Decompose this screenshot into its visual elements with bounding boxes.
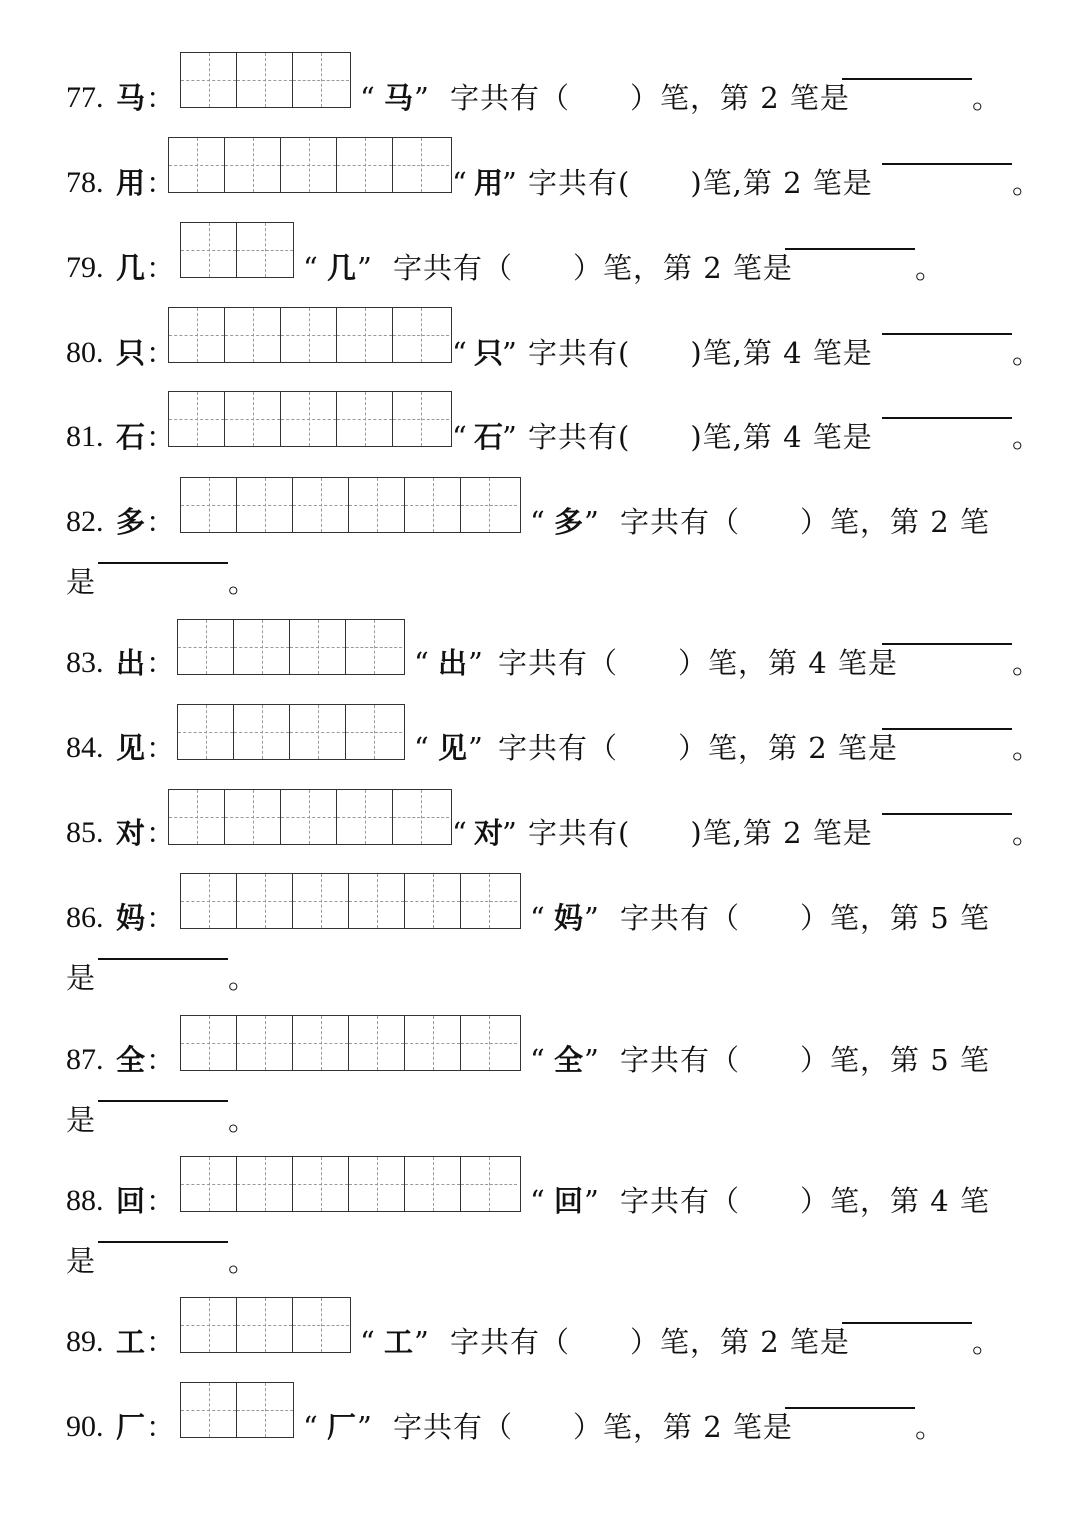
question-text: 字共有（ ）笔，第 2 笔是 <box>393 1410 793 1444</box>
period: 。 <box>1012 336 1042 370</box>
stroke-writing-grid[interactable] <box>180 222 294 278</box>
item-number: 79. <box>66 251 104 284</box>
answer-blank[interactable] <box>882 333 1012 335</box>
grid-cell[interactable] <box>337 790 393 844</box>
answer-blank[interactable] <box>785 1407 915 1409</box>
answer-blank[interactable] <box>98 562 228 564</box>
grid-cell[interactable] <box>393 790 449 844</box>
question-text-continued: 是 <box>66 565 96 599</box>
item-number: 90. <box>66 1410 104 1443</box>
quote-open: “ <box>530 901 545 935</box>
colon: ： <box>146 420 176 454</box>
period: 。 <box>228 1244 258 1278</box>
quote-open: “ <box>452 816 467 850</box>
period: 。 <box>915 1410 945 1444</box>
grid-cell[interactable] <box>237 53 293 107</box>
grid-cell[interactable] <box>293 1298 349 1352</box>
period: 。 <box>972 1325 1002 1359</box>
target-character: 几 <box>116 251 146 285</box>
question-text: 字共有（ ）笔，第 5 笔 <box>620 901 990 935</box>
grid-cell[interactable] <box>181 53 237 107</box>
stroke-writing-grid[interactable] <box>180 1297 351 1353</box>
quoted-character: 出 <box>438 646 468 680</box>
grid-cell[interactable] <box>290 620 346 674</box>
item-number: 88. <box>66 1184 104 1217</box>
target-character: 出 <box>116 646 146 680</box>
colon: ： <box>146 816 176 850</box>
question-text: 字共有（ ）笔，第 2 笔是 <box>450 1325 850 1359</box>
question-text: 字共有( )笔,第 2 笔是 <box>528 166 873 200</box>
target-character: 多 <box>116 505 146 539</box>
quoted-character: 见 <box>438 731 468 765</box>
grid-cell[interactable] <box>337 308 393 362</box>
item-number: 86. <box>66 901 104 934</box>
grid-cell[interactable] <box>293 1157 349 1211</box>
answer-blank[interactable] <box>882 163 1012 165</box>
grid-cell[interactable] <box>293 874 349 928</box>
item-number: 77. <box>66 81 104 114</box>
question-text-continued: 是 <box>66 1244 96 1278</box>
grid-cell[interactable] <box>237 1157 293 1211</box>
question-text: 字共有( )笔,第 4 笔是 <box>528 420 873 454</box>
quote-open: “ <box>414 646 429 680</box>
stroke-writing-grid[interactable] <box>177 704 405 760</box>
quote-close: ” <box>468 646 483 680</box>
target-character: 工 <box>116 1325 146 1359</box>
target-character: 只 <box>116 336 146 370</box>
quote-open: “ <box>303 1410 318 1444</box>
target-character: 马 <box>116 81 146 115</box>
period: 。 <box>1012 420 1042 454</box>
grid-cell[interactable] <box>293 478 349 532</box>
grid-cell[interactable] <box>225 308 281 362</box>
answer-blank[interactable] <box>785 248 915 250</box>
quote-close: ” <box>357 251 372 285</box>
period: 。 <box>972 81 1002 115</box>
quote-close: ” <box>502 420 517 454</box>
item-number: 87. <box>66 1043 104 1076</box>
grid-cell[interactable] <box>461 874 517 928</box>
quote-close: ” <box>357 1410 372 1444</box>
grid-cell[interactable] <box>281 308 337 362</box>
grid-cell[interactable] <box>181 223 237 277</box>
grid-cell[interactable] <box>178 705 234 759</box>
grid-cell[interactable] <box>181 1298 237 1352</box>
quote-close: ” <box>584 901 599 935</box>
answer-blank[interactable] <box>842 78 972 80</box>
quoted-character: 多 <box>554 505 584 539</box>
answer-blank[interactable] <box>882 813 1012 815</box>
colon: ： <box>146 166 176 200</box>
item-number: 82. <box>66 505 104 538</box>
grid-cell[interactable] <box>234 705 290 759</box>
stroke-writing-grid[interactable] <box>177 619 405 675</box>
target-character: 石 <box>116 420 146 454</box>
quote-close: ” <box>414 1325 429 1359</box>
colon: ： <box>146 505 176 539</box>
item-number: 89. <box>66 1325 104 1358</box>
grid-cell[interactable] <box>405 478 461 532</box>
quoted-character: 回 <box>554 1184 584 1218</box>
grid-cell[interactable] <box>349 1157 405 1211</box>
question-text-continued: 是 <box>66 961 96 995</box>
grid-cell[interactable] <box>169 138 225 192</box>
grid-cell[interactable] <box>349 478 405 532</box>
target-character: 厂 <box>116 1410 146 1444</box>
grid-cell[interactable] <box>346 705 402 759</box>
quote-close: ” <box>502 816 517 850</box>
period: 。 <box>1012 646 1042 680</box>
stroke-writing-grid[interactable] <box>168 307 452 363</box>
grid-cell[interactable] <box>393 138 449 192</box>
target-character: 全 <box>116 1043 146 1077</box>
grid-cell[interactable] <box>281 138 337 192</box>
quote-close: ” <box>502 166 517 200</box>
question-text: 字共有（ ）笔，第 5 笔 <box>620 1043 990 1077</box>
grid-cell[interactable] <box>237 223 293 277</box>
question-text: 字共有（ ）笔，第 2 笔 <box>620 505 990 539</box>
question-text: 字共有（ ）笔，第 4 笔是 <box>498 646 898 680</box>
answer-blank[interactable] <box>98 958 228 960</box>
stroke-writing-grid[interactable] <box>180 1015 521 1071</box>
question-text: 字共有（ ）笔，第 4 笔 <box>620 1184 990 1218</box>
quote-close: ” <box>468 731 483 765</box>
question-text: 字共有（ ）笔，第 2 笔是 <box>498 731 898 765</box>
stroke-writing-grid[interactable] <box>180 1382 294 1438</box>
grid-cell[interactable] <box>349 874 405 928</box>
answer-blank[interactable] <box>882 728 1012 730</box>
grid-cell[interactable] <box>393 392 449 446</box>
grid-cell[interactable] <box>237 1383 293 1437</box>
grid-cell[interactable] <box>237 1016 293 1070</box>
grid-cell[interactable] <box>169 308 225 362</box>
colon: ： <box>146 731 176 765</box>
quoted-character: 工 <box>384 1325 414 1359</box>
colon: ： <box>146 81 176 115</box>
grid-cell[interactable] <box>293 53 349 107</box>
grid-cell[interactable] <box>349 1016 405 1070</box>
target-character: 对 <box>116 816 146 850</box>
grid-cell[interactable] <box>461 1157 517 1211</box>
grid-cell[interactable] <box>181 1157 237 1211</box>
quoted-character: 用 <box>474 166 504 200</box>
colon: ： <box>146 1325 176 1359</box>
answer-blank[interactable] <box>842 1322 972 1324</box>
quote-open: “ <box>360 1325 375 1359</box>
quote-open: “ <box>452 336 467 370</box>
quote-open: “ <box>303 251 318 285</box>
quote-open: “ <box>452 166 467 200</box>
grid-cell[interactable] <box>293 1016 349 1070</box>
question-text: 字共有（ ）笔，第 2 笔是 <box>393 251 793 285</box>
grid-cell[interactable] <box>181 1383 237 1437</box>
question-text-continued: 是 <box>66 1103 96 1137</box>
grid-cell[interactable] <box>237 1298 293 1352</box>
grid-cell[interactable] <box>337 392 393 446</box>
grid-cell[interactable] <box>237 478 293 532</box>
item-number: 80. <box>66 336 104 369</box>
colon: ： <box>146 1184 176 1218</box>
quote-open: “ <box>530 1184 545 1218</box>
grid-cell[interactable] <box>461 1016 517 1070</box>
period: 。 <box>228 565 258 599</box>
colon: ： <box>146 1043 176 1077</box>
grid-cell[interactable] <box>181 478 237 532</box>
answer-blank[interactable] <box>98 1241 228 1243</box>
grid-cell[interactable] <box>181 1016 237 1070</box>
quote-open: “ <box>414 731 429 765</box>
quote-close: ” <box>584 1043 599 1077</box>
question-text: 字共有( )笔,第 2 笔是 <box>528 816 873 850</box>
grid-cell[interactable] <box>461 478 517 532</box>
quote-open: “ <box>360 81 375 115</box>
grid-cell[interactable] <box>405 1016 461 1070</box>
grid-cell[interactable] <box>281 392 337 446</box>
period: 。 <box>915 251 945 285</box>
quote-close: ” <box>584 1184 599 1218</box>
quoted-character: 妈 <box>554 901 584 935</box>
answer-blank[interactable] <box>882 417 1012 419</box>
item-number: 78. <box>66 166 104 199</box>
target-character: 见 <box>116 731 146 765</box>
stroke-writing-grid[interactable] <box>168 789 452 845</box>
colon: ： <box>146 336 176 370</box>
quoted-character: 石 <box>474 420 504 454</box>
grid-cell[interactable] <box>234 620 290 674</box>
stroke-writing-grid[interactable] <box>168 137 452 193</box>
question-text: 字共有（ ）笔，第 2 笔是 <box>450 81 850 115</box>
quote-open: “ <box>530 1043 545 1077</box>
item-number: 85. <box>66 816 104 849</box>
grid-cell[interactable] <box>225 138 281 192</box>
grid-cell[interactable] <box>346 620 402 674</box>
quote-close: ” <box>502 336 517 370</box>
grid-cell[interactable] <box>169 392 225 446</box>
grid-cell[interactable] <box>237 874 293 928</box>
quote-close: ” <box>414 81 429 115</box>
quoted-character: 几 <box>327 251 357 285</box>
period: 。 <box>1012 816 1042 850</box>
quote-close: ” <box>584 505 599 539</box>
quoted-character: 对 <box>474 816 504 850</box>
quoted-character: 只 <box>474 336 504 370</box>
period: 。 <box>1012 166 1042 200</box>
stroke-writing-grid[interactable] <box>168 391 452 447</box>
quoted-character: 全 <box>554 1043 584 1077</box>
grid-cell[interactable] <box>337 138 393 192</box>
stroke-writing-grid[interactable] <box>180 1156 521 1212</box>
answer-blank[interactable] <box>98 1100 228 1102</box>
question-text: 字共有( )笔,第 4 笔是 <box>528 336 873 370</box>
item-number: 84. <box>66 731 104 764</box>
stroke-writing-grid[interactable] <box>180 52 351 108</box>
stroke-writing-grid[interactable] <box>180 873 521 929</box>
quote-open: “ <box>530 505 545 539</box>
grid-cell[interactable] <box>178 620 234 674</box>
period: 。 <box>1012 731 1042 765</box>
item-number: 83. <box>66 646 104 679</box>
period: 。 <box>228 1103 258 1137</box>
grid-cell[interactable] <box>405 1157 461 1211</box>
grid-cell[interactable] <box>225 392 281 446</box>
grid-cell[interactable] <box>405 874 461 928</box>
grid-cell[interactable] <box>225 790 281 844</box>
answer-blank[interactable] <box>882 643 1012 645</box>
grid-cell[interactable] <box>393 308 449 362</box>
target-character: 回 <box>116 1184 146 1218</box>
colon: ： <box>146 646 176 680</box>
grid-cell[interactable] <box>281 790 337 844</box>
stroke-writing-grid[interactable] <box>180 477 521 533</box>
colon: ： <box>146 251 176 285</box>
quoted-character: 厂 <box>327 1410 357 1444</box>
target-character: 妈 <box>116 901 146 935</box>
grid-cell[interactable] <box>169 790 225 844</box>
quote-open: “ <box>452 420 467 454</box>
grid-cell[interactable] <box>181 874 237 928</box>
period: 。 <box>228 961 258 995</box>
quoted-character: 马 <box>384 81 414 115</box>
item-number: 81. <box>66 420 104 453</box>
grid-cell[interactable] <box>290 705 346 759</box>
colon: ： <box>146 901 176 935</box>
target-character: 用 <box>116 166 146 200</box>
colon: ： <box>146 1410 176 1444</box>
